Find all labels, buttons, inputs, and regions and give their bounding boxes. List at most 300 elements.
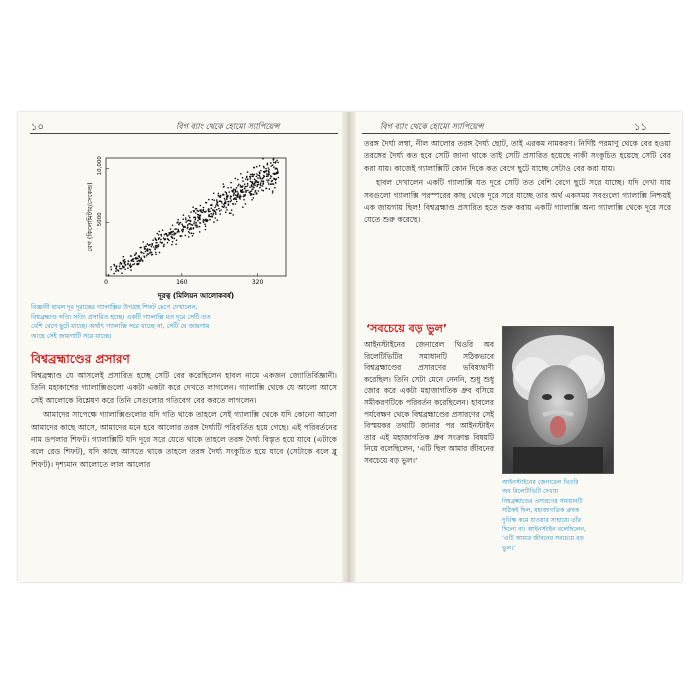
scatter-point [127,263,129,265]
scatter-point [160,241,162,243]
scatter-point [253,167,255,169]
caption-line: বেশি বেগে ছুটে যাচ্ছে। অর্থাৎ গ্যালাক্সি সরে যাচ্ছে না, সেটি যে জায়গায় [31,323,210,331]
scatter-point [232,204,234,206]
scatter-point [183,214,185,216]
scatter-points [108,158,280,276]
right-paragraph-1: তরঙ্গ দৈর্ঘ্য লম্বা, নীল আলোর তরঙ্গ দৈর্ঘ্য ছোট, তাই এরকম নামকরণ। নির্দিষ্ট পরমাণু থেকে বের হওয়া তরঙ্গের দৈর্ঘ্য কত হবে সেটি জানা থাকে তাই সেটি প্রসারিত হয়েছে নাকী সংকুচিত হয়েছে সেটি বের করা যায়। কাজেই গ্যালাক্সিটি কোন দিকে কত বেগে ছুটে যাচ্ছে সেটাও বের করা যায়। [364,139,671,173]
scatter-point [159,252,161,254]
scatter-point [195,208,197,210]
scatter-point [233,193,235,195]
scatter-point [272,190,274,192]
scatter-point [244,183,246,185]
scatter-point [219,210,221,212]
scatter-point [253,197,255,199]
axis-ticks [97,156,263,286]
scatter-point [130,260,132,262]
scatter-point [261,178,263,180]
scatter-point [212,214,214,216]
scatter-point [190,211,192,213]
scatter-point [250,178,252,180]
scatter-point [213,199,215,201]
scatter-point [200,205,202,207]
scatter-point [200,222,202,224]
scatter-point [131,265,133,267]
scatter-point [260,178,262,180]
right-paragraph-2: হাবল দেখালেন একটি গ্যালাক্সি যত দূরে সেটি তত বেশি বেগে ছুটে সরে যাচ্ছে। যদি দেখা যায় সবগুলো গ্যালাক্সি পরস্পরের কাছ থেকে দূরে সরে যাচ্ছে তার অর্থ একসময় সবগুলো গ্যালাক্সি নিশ্চয়ই এক জায়গায় ছিল! বিশ্বব্রহ্মাণ্ড প্রসারিত হতে শুরু করায় একটি গ্যালাক্সি অন্য গ্যালাক্সি থেকে দূরে সরে যেতে শুরু করেছে। [364,178,671,225]
scatter-point [225,207,227,209]
scatter-point [199,231,201,233]
y-tick-label: 5000 [97,212,103,227]
scatter-point [247,183,249,185]
scatter-point [150,249,152,251]
scatter-point [217,202,219,204]
scatter-point [256,173,258,175]
scatter-point [262,158,264,160]
scatter-point [145,251,147,253]
scatter-point [199,215,201,217]
scatter-point [267,163,269,165]
scatter-point [116,269,118,271]
einstein-paragraph: আইনস্টাইনের জেনারেল থিওরি অব রিলেটিভিটির সমাধানটি সঠিকভাবে বিশ্বব্রহ্মাণ্ডের প্রসারণের ভবিষ্যদ্বাণী করেছিল। তিনি সেটা মেনে নেননি, শুধু শুধু জোর করে একটা মহাজাগতিক ধ্রুব বসিয়ে সমীকরণটিকে পরিবর্তন করেছিলেন। হাবলের পর্যবেক্ষণ থেকে বিশ্বব্রহ্মাণ্ডের প্রসারণের সেই বিস্ময়কর তথ্যটি জানার পর আইনস্টাইন তার এই মহাজাগতিক ধ্রুব সংক্রান্ত বিষয়টি নিয়ে বলেছিলেন, ‘এটি ছিল আমার জীবনের সবচেয়ে বড় ভুল।’ [364,340,494,465]
scatter-point [197,226,199,228]
scatter-point [213,193,215,195]
right-body-text [364,138,671,229]
scatter-point [234,197,236,199]
scatter-point [253,193,255,195]
scatter-point [235,191,237,193]
scatter-point [171,244,173,246]
scatter-point [150,251,152,253]
scatter-point [203,219,205,221]
scatter-point [159,237,161,239]
scatter-point [168,234,170,236]
scatter-point [115,270,117,272]
scatter-point [267,181,269,183]
scatter-point [197,210,199,212]
scatter-point [260,182,262,184]
scatter-point [144,256,146,258]
scatter-point [196,225,198,227]
scatter-point [195,224,197,226]
scatter-point [208,214,210,216]
scatter-point [170,232,172,234]
scatter-point [273,166,275,168]
scatter-point [223,204,225,206]
scatter-point [124,262,126,264]
scatter-point [263,167,265,169]
scatter-point [269,188,271,190]
scatter-point [260,170,262,172]
scatter-point [276,178,278,180]
scatter-point [178,224,180,226]
scatter-point [242,180,244,182]
scatter-point [212,210,214,212]
scatter-point [123,256,125,258]
scatter-point [267,164,269,166]
scatter-point [135,253,137,255]
scatter-point [158,234,160,236]
scatter-point [130,263,132,265]
scatter-point [240,186,242,188]
einstein-text [364,339,494,469]
right-header-rule [362,133,670,134]
scatter-point [245,186,247,188]
scatter-point [251,194,253,196]
scatter-point [270,183,272,185]
scatter-point [207,220,209,222]
scatter-point [273,158,275,160]
scatter-point [210,204,212,206]
scatter-point [228,204,230,206]
scatter-point [214,211,216,213]
scatter-point [190,224,192,226]
scatter-point [162,242,164,244]
left-header-rule [30,133,338,134]
scatter-point [230,182,232,184]
scatter-point [155,252,157,254]
scatter-point [256,166,258,168]
scatter-point [256,180,258,182]
scatter-point [267,174,269,176]
scatter-point [188,215,190,217]
scatter-point [132,259,134,261]
scatter-point [140,252,142,254]
scatter-point [245,203,247,205]
scatter-point [187,228,189,230]
y-tick-label: 10,000 [97,156,103,176]
scatter-point [141,259,143,261]
scatter-point [138,263,140,265]
scatter-point [181,224,183,226]
scatter-point [246,186,248,188]
scatter-point [199,209,201,211]
scatter-point [197,214,199,216]
scatter-point [241,191,243,193]
scatter-point [224,198,226,200]
scatter-point [259,173,261,175]
left-paragraph-1: বিশ্বব্রহ্মাণ্ড যে আসলেই প্রসারিত হচ্ছে সেটি বের করেছিলেন হাবল নামে একজন জ্যোতির্বিজ্ঞানী। তিনি মহাকাশের গ্যালাক্সিগুলো একটা একটা করে দেখতে লাগলেন। গ্যালাক্সি থেকে যে আলো আসে সেই আলোকে বিশ্লেষণ করে তিনি সেগুলোর গতিবেগ বের করতে লাগলেন। [31,371,337,405]
x-tick-label: 320 [251,279,264,286]
scatter-point [159,231,161,233]
scatter-point [164,238,166,240]
figure-caption [31,303,336,341]
scatter-point [256,176,258,178]
book-gutter [342,112,356,582]
scatter-point [224,205,226,207]
scatter-point [211,208,213,210]
scatter-point [252,176,254,178]
scatter-point [139,256,141,258]
scatter-point [265,168,267,170]
scatter-point [215,217,217,219]
scatter-point [195,222,197,224]
scatter-point [236,191,238,193]
scatter-point [259,187,261,189]
scatter-point [120,268,122,270]
scatter-point [202,212,204,214]
scatter-point [272,164,274,166]
scatter-point [156,247,158,249]
scatter-point [271,180,273,182]
scatter-point [188,223,190,225]
scatter-point [153,246,155,248]
scatter-point [217,204,219,206]
scatter-point [258,190,260,192]
scatter-point [185,219,187,221]
scatter-point [155,239,157,241]
y-axis-label: বেগ (কিলোমিটার/সেকেন্ড) [86,182,94,252]
scatter-point [123,260,125,262]
caption-line: বিশ্বব্রহ্মাণ্ড সত্যি সত্যি প্রসারিত হচ্ছে। একটি গ্যালাক্সি যত দূরে সেটি তত [31,313,211,321]
scatter-point [172,225,174,227]
caption-line: বিজ্ঞানী হাবল দূর দূরান্তের গ্যালাক্সির উপগ্রহ শিফট মেপে দেখালেন, [31,304,198,311]
scatter-point [163,245,165,247]
scatter-point [214,207,216,209]
left-section-title: বিশ্বব্রহ্মাণ্ডের প্রসারণ [31,352,130,366]
scatter-point [152,244,154,246]
scatter-point [177,229,179,231]
scatter-point [195,217,197,219]
scatter-point [205,219,207,221]
scatter-point [258,184,260,186]
caption-line: আইনস্টাইনের জেনারেল থিওরি [502,479,579,486]
scatter-point [239,197,241,199]
left-paragraph-2: আমাদের সাপেক্ষে গ্যালাক্সিগুলোর যদি গতি থাকে তাহলে সেই গ্যালাক্সি থেকে যদি কোনো আলো আমাদের কাছে আসে, আমাদের মনে হবে আলোর তরঙ্গ দৈর্ঘ্যটি পরিবর্তিত হয়ে গেছে। এই পরিবর্তনের নাম ডপলার শিফট। গ্যালাক্সিটি যদি দূরে সরে যেতে থাকে তাহলে তরঙ্গ দৈর্ঘ্য বিস্তৃত হয়ে যাবে (এটাকে বলে রেড শিফট), যদি কাছে আসতে থাকে তাহলে তরঙ্গ দৈর্ঘ্য সংকুচিত হয়ে যাবে (সেটাকে বলে ব্লু শিফট)। দৃশ্যমান আলোতে লাল আলোর [31,410,337,469]
scatter-point [208,199,210,201]
scatter-point [253,187,255,189]
caption-line: সঠিকই ছিল, মহাজাগতিক ধ্রুবক [502,507,580,515]
scatter-point [169,233,171,235]
scatter-point [147,250,149,252]
scatter-point [271,165,273,167]
scatter-point [254,185,256,187]
right-running-head: বিগ ব্যাং থেকে হোমো স্যাপিয়েন্স [380,122,484,131]
scatter-point [263,190,265,192]
scatter-point [131,255,133,257]
scatter-point [182,218,184,220]
scatter-point [125,264,127,266]
scatter-point [185,221,187,223]
scatter-point [260,184,262,186]
scatter-point [210,213,212,215]
scatter-point [247,171,249,173]
scatter-point [167,242,169,244]
scatter-point [152,239,154,241]
scatter-point [251,199,253,201]
scatter-point [243,196,245,198]
scatter-point [263,176,265,178]
scatter-point [132,264,134,266]
scatter-point [151,246,153,248]
scatter-point [268,183,270,185]
scatter-point [263,180,265,182]
scatter-point [116,266,118,268]
scatter-point [217,219,219,221]
scatter-point [263,171,265,173]
caption-line: দুর্ভিক্ষ কমে যাওয়ার সাহায্যে তাঁর [502,516,581,524]
right-page-number: ১১ [634,122,647,133]
scatter-point [221,206,223,208]
scatter-point [253,184,255,186]
scatter-point [226,209,228,211]
scatter-point [113,273,115,275]
scatter-point [124,269,126,271]
scatter-point [118,270,120,272]
scatter-point [277,170,279,172]
scatter-point [278,177,280,179]
scatter-point [272,192,274,194]
scatter-point [199,226,201,228]
scatter-point [218,208,220,210]
scatter-point [247,184,249,186]
caption-line: বিশ্বব্রহ্মাণ্ডের প্রসারণের সমাধানটি [502,497,583,505]
scatter-point [230,187,232,189]
scatter-point [242,177,244,179]
scatter-point [129,265,131,267]
scatter-point [273,178,275,180]
scatter-point [266,170,268,172]
scatter-point [139,247,141,249]
scatter-point [203,221,205,223]
scatter-point [192,206,194,208]
scatter-point [255,190,257,192]
scatter-point [193,223,195,225]
scatter-point [257,177,259,179]
scatter-point [236,187,238,189]
scatter-point [275,173,277,175]
scatter-point [119,266,121,268]
scatter-point [219,200,221,202]
scatter-point [271,176,273,178]
scatter-point [251,185,253,187]
scatter-point [166,234,168,236]
scatter-point [245,178,247,180]
scatter-point [187,220,189,222]
scatter-point [209,211,211,213]
scatter-point [180,236,182,238]
scatter-point [268,169,270,171]
scatter-point [220,209,222,211]
scatter-point [133,261,135,263]
scatter-point [194,219,196,221]
scatter-point [256,192,258,194]
scatter-point [141,257,143,259]
scatter-point [247,190,249,192]
caption-line: আছে সেই জায়গাটি সরে যাচ্ছে। [31,332,112,340]
caption-line: ‘এটি আমার জীবনের সবচেয়ে বড় [502,535,584,543]
scatter-point [223,183,225,185]
scatter-point [191,233,193,235]
scatter-point [221,202,223,204]
scatter-point [122,266,124,268]
scatter-point [227,196,229,198]
scatter-point [244,188,246,190]
scatter-point [172,231,174,233]
scatter-point [203,207,205,209]
scatter-point [242,206,244,208]
scatter-point [230,199,232,201]
scatter-point [268,179,270,181]
scatter-point [233,188,235,190]
scatter-point [208,208,210,210]
scatter-point [237,194,239,196]
scatter-point [127,267,129,269]
scatter-point [265,188,267,190]
left-page-number: ১০ [31,122,44,133]
scatter-point [155,245,157,247]
scatter-point [251,189,253,191]
scatter-point [231,209,233,211]
scatter-point [134,254,136,256]
scatter-point [194,221,196,223]
scatter-point [197,220,199,222]
scatter-point [261,189,263,191]
scatter-point [230,201,232,203]
x-axis-label: দূরত্ব (মিলিয়ন আলোকবর্ষ) [157,292,235,300]
scatter-point [213,212,215,214]
scatter-point [204,223,206,225]
scatter-point [136,263,138,265]
scatter-point [240,173,242,175]
scatter-point [177,221,179,223]
scatter-point [199,217,201,219]
scatter-point [218,193,220,195]
scatter-point [212,216,214,218]
scatter-point [177,219,179,221]
scatter-point [226,192,228,194]
caption-line: ছিলো না। আইনস্টাইন বলেছিলেন, [502,526,586,534]
scatter-point [183,226,185,228]
scatter-point [242,185,244,187]
scatter-point [213,221,215,223]
scatter-point [237,192,239,194]
scatter-point [193,217,195,219]
scatter-point [225,211,227,213]
right-section-title: ‘সবচেয়ে বড় ভুল’ [366,322,448,335]
scatter-point [239,194,241,196]
scatter-point [250,194,252,196]
scatter-point [224,202,226,204]
scatter-point [205,229,207,231]
scatter-point [235,194,237,196]
scatter-point [121,263,123,265]
scatter-point [205,225,207,227]
scatter-point [275,162,277,164]
scatter-point [196,226,198,228]
scatter-point [155,254,157,256]
scatter-point [237,179,239,181]
scatter-point [270,178,272,180]
scatter-point [250,176,252,178]
scatter-point [276,160,278,162]
scatter-point [216,209,218,211]
scatter-point [146,253,148,255]
scatter-point [272,183,274,185]
scatter-point [119,263,121,265]
scatter-point [121,272,123,274]
scatter-point [238,184,240,186]
scatter-point [146,255,148,257]
scatter-point [158,246,160,248]
scatter-point [143,253,145,255]
scatter-point [161,235,163,237]
scatter-point [130,269,132,271]
scatter-point [229,191,231,193]
scatter-point [174,228,176,230]
caption-line: অব রিলেটিভিটি দেখায় [502,488,559,496]
left-body-text [31,370,337,473]
scatter-point [223,186,225,188]
